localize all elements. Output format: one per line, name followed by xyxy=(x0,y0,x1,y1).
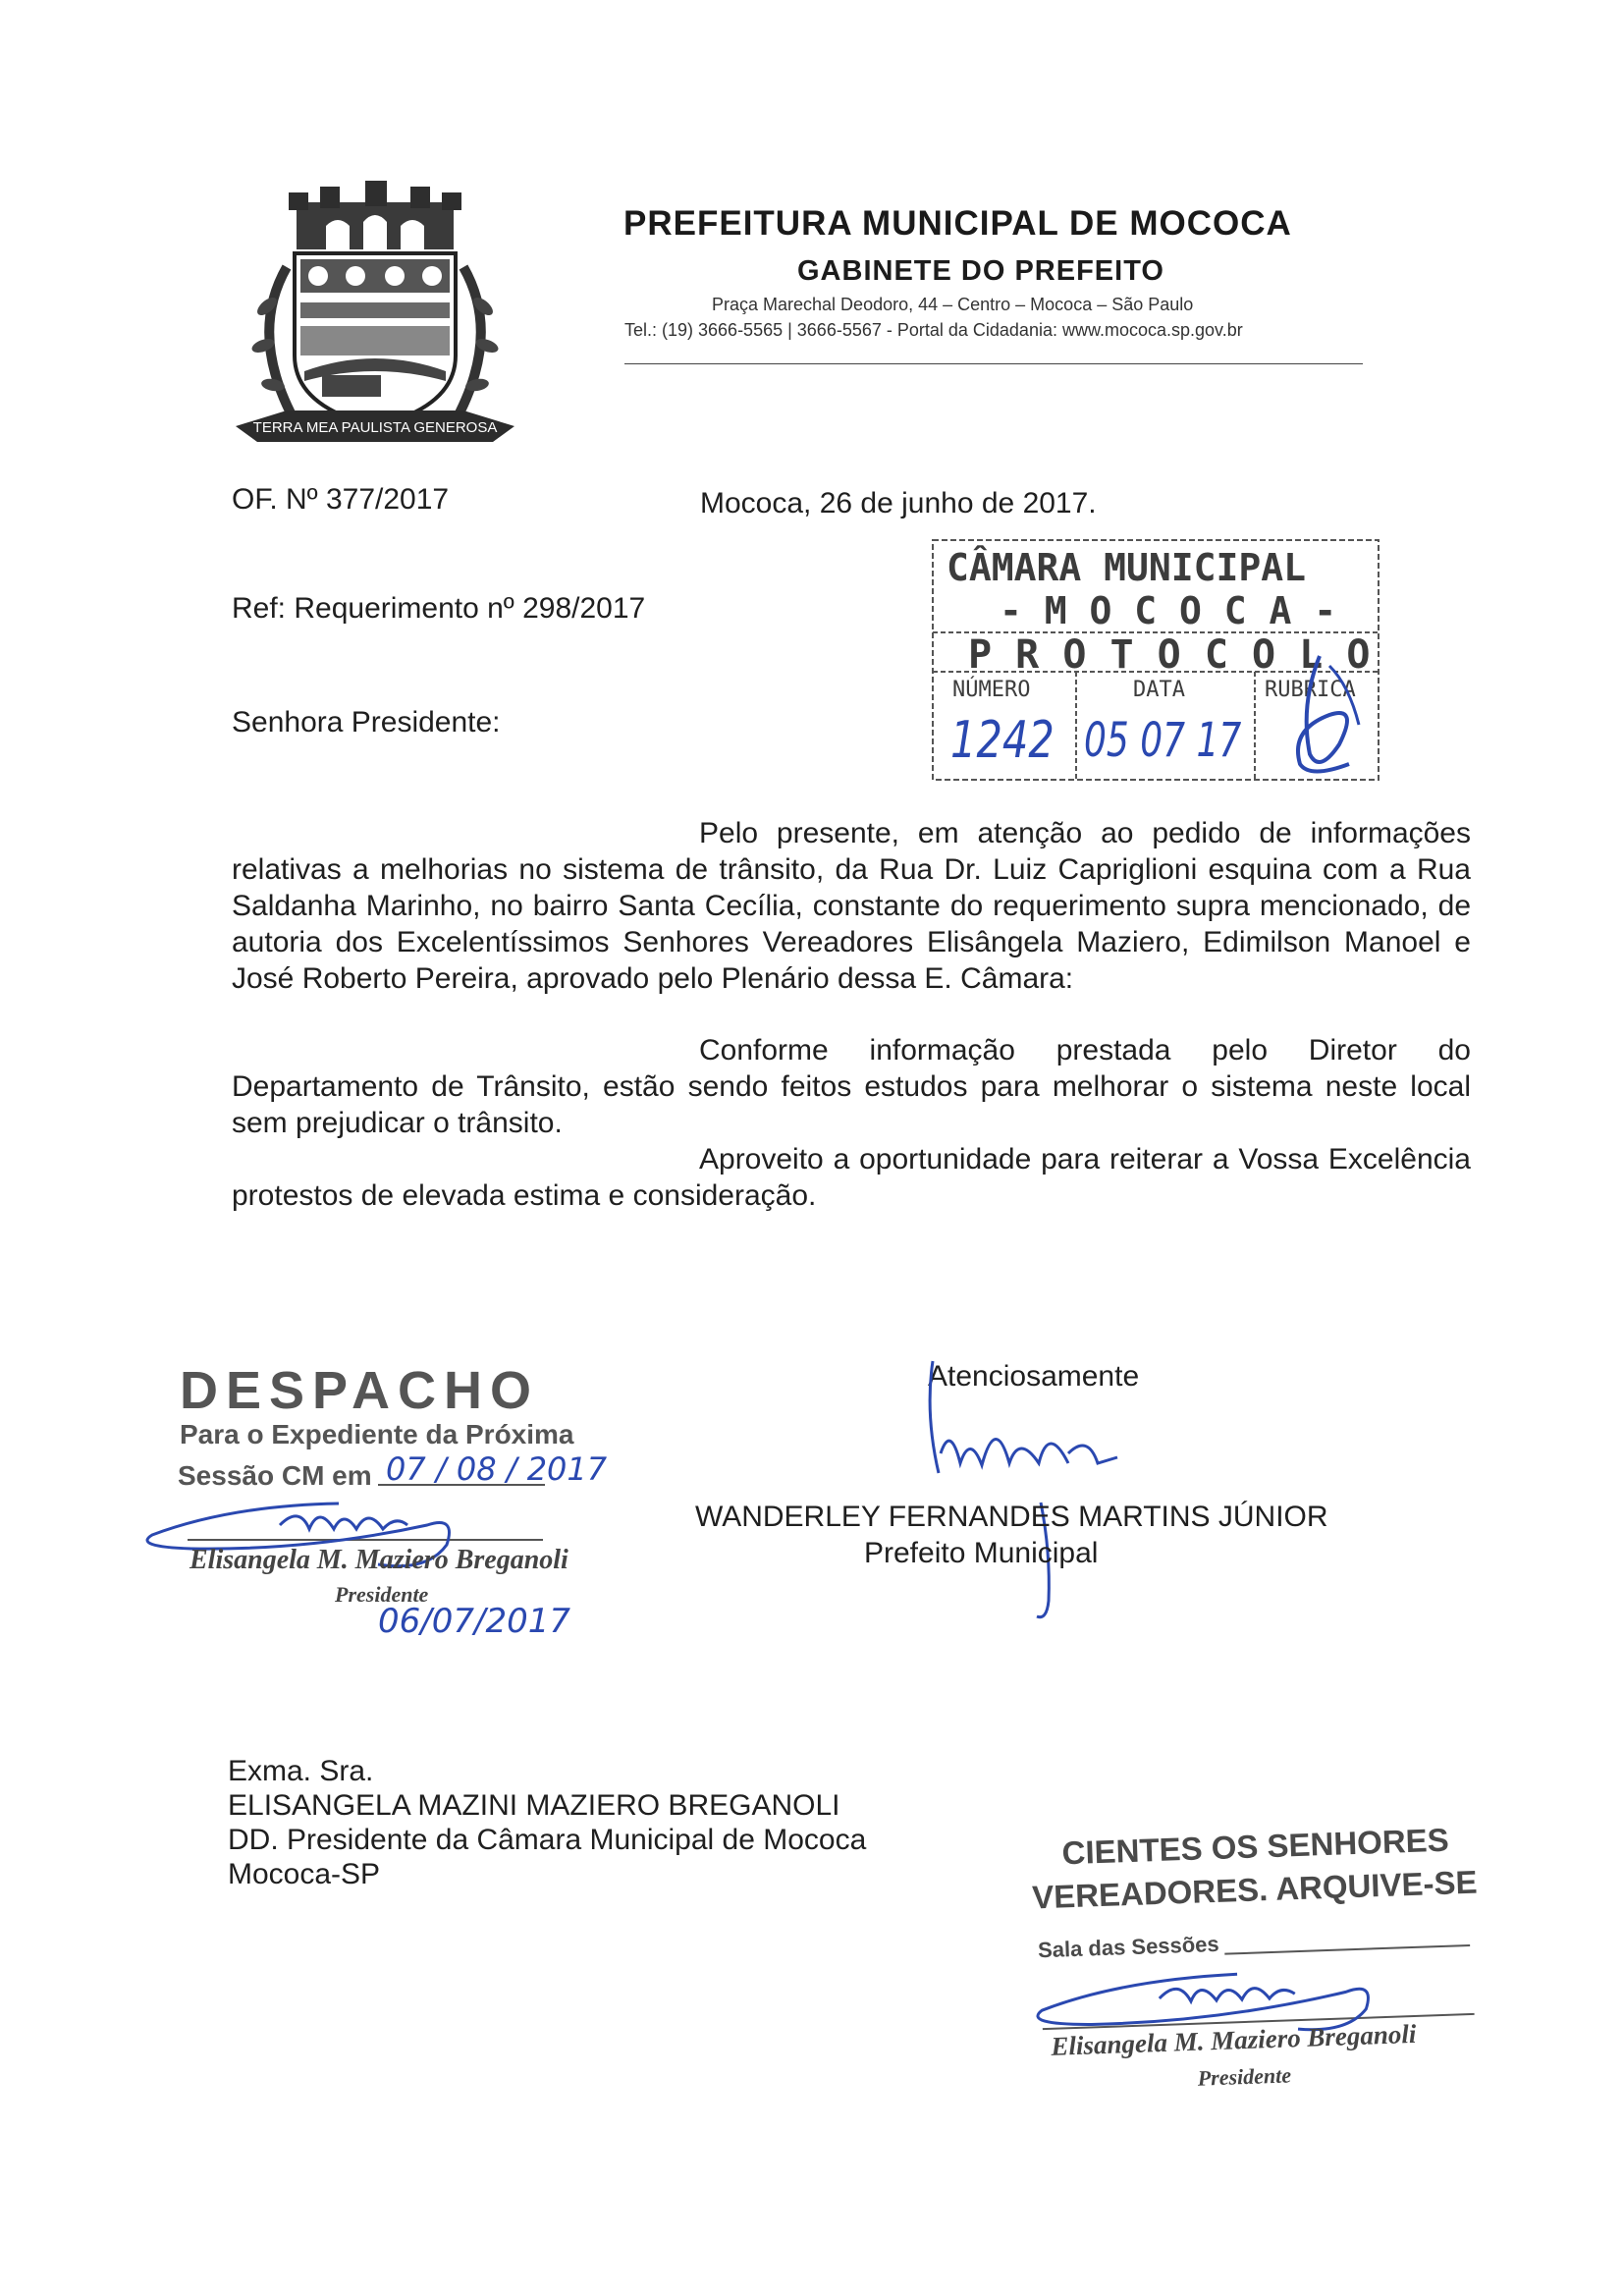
paragraph-1: Pelo presente, em atenção ao pedido de informações relativas a melhorias no sistema de trânsito, da Rua Dr. Luiz Capriglioni esquina com a Rua Saldanha Marinho, no bairro Santa Cecília, constante do requerimento supra mencionado, de autoria dos Excelentíssimos Senhores Vereadores Elisângela Maziero, Edimilson Manoel e José Roberto Pereira, aprovado pelo Plenário dessa E. Câmara: xyxy=(232,817,1471,995)
recipient-line1: Exma. Sra. xyxy=(228,1755,374,1787)
signer-name: WANDERLEY FERNANDES MARTINS JÚNIOR xyxy=(695,1501,1328,1533)
header-divider xyxy=(624,363,1363,364)
cientes-name: Elisangela M. Maziero Breganoli xyxy=(1050,2018,1417,2061)
protocol-stamp xyxy=(931,538,1382,782)
stamp-mococa: - M O C O C A - xyxy=(1000,589,1337,632)
recipient-line4: Mococa-SP xyxy=(228,1858,381,1890)
recipient-line2: ELISANGELA MAZINI MAZIERO BREGANOLI xyxy=(228,1789,840,1822)
despacho-date-handwritten: 07 / 08 / 2017 xyxy=(386,1450,608,1488)
despacho-line2: Sessão CM em xyxy=(178,1460,372,1491)
stamp-protocolo: P R O T O C O L O xyxy=(968,632,1371,678)
signer-title: Prefeito Municipal xyxy=(864,1537,1099,1569)
closing: Atenciosamente xyxy=(928,1360,1140,1393)
cientes-stamp xyxy=(1016,1821,1486,2091)
reference: Ref: Requerimento nº 298/2017 xyxy=(232,592,646,625)
mayor-signature-icon xyxy=(921,1355,1196,1630)
header-subtitle: GABINETE DO PREFEITO xyxy=(797,255,1164,287)
despacho-stamp xyxy=(133,1360,623,1655)
rubrica-signature-icon xyxy=(1261,646,1369,784)
stamp-numero-value: 1242 xyxy=(950,711,1055,770)
despacho-date2-handwritten: 06/07/2017 xyxy=(378,1602,570,1641)
header-contact: Tel.: (19) 3666-5565 | 3666-5567 - Portal da Cidadania: www.mococa.sp.gov.br xyxy=(624,320,1243,340)
municipal-crest xyxy=(228,179,522,462)
stamp-col-numero: NÚMERO xyxy=(952,678,1031,702)
cientes-line3: Sala das Sessões xyxy=(1037,1931,1220,1963)
stamp-col-data: DATA xyxy=(1133,678,1185,702)
despacho-title: DESPACHO xyxy=(180,1361,540,1420)
cientes-line2: VEREADORES. ARQUIVE-SE xyxy=(1031,1863,1479,1916)
crest-motto: TERRA MEA PAULISTA GENEROSA xyxy=(252,419,498,436)
office-number: OF. Nº 377/2017 xyxy=(232,483,450,516)
cientes-line1: CIENTES OS SENHORES xyxy=(1060,1821,1450,1872)
place-date: Mococa, 26 de junho de 2017. xyxy=(700,487,1097,519)
despacho-role: Presidente xyxy=(335,1582,429,1607)
paragraph-3: Aproveito a oportunidade para reiterar a Vossa Excelência protestos de elevada estima e consideração. xyxy=(232,1143,1471,1212)
stamp-col-rubrica: RUBRICA xyxy=(1265,678,1356,702)
header-title: PREFEITURA MUNICIPAL DE MOCOCA xyxy=(623,204,1292,243)
cientes-role: Presidente xyxy=(1197,2062,1292,2091)
recipient-line3: DD. Presidente da Câmara Municipal de Mococa xyxy=(228,1824,867,1856)
stamp-data-value: 05 07 17 xyxy=(1084,713,1242,768)
paragraph-2: Conforme informação prestada pelo Diretor do Departamento de Trânsito, estão sendo feitos estudos para melhorar o sistema neste local sem prejudicar o trânsito. xyxy=(232,1034,1471,1139)
despacho-name: Elisangela M. Maziero Breganoli xyxy=(189,1545,568,1575)
salutation: Senhora Presidente: xyxy=(232,706,501,738)
despacho-line1: Para o Expediente da Próxima xyxy=(180,1419,574,1449)
stamp-camara: CÂMARA MUNICIPAL xyxy=(947,546,1307,589)
header-address: Praça Marechal Deodoro, 44 – Centro – Mococa – São Paulo xyxy=(712,295,1194,314)
